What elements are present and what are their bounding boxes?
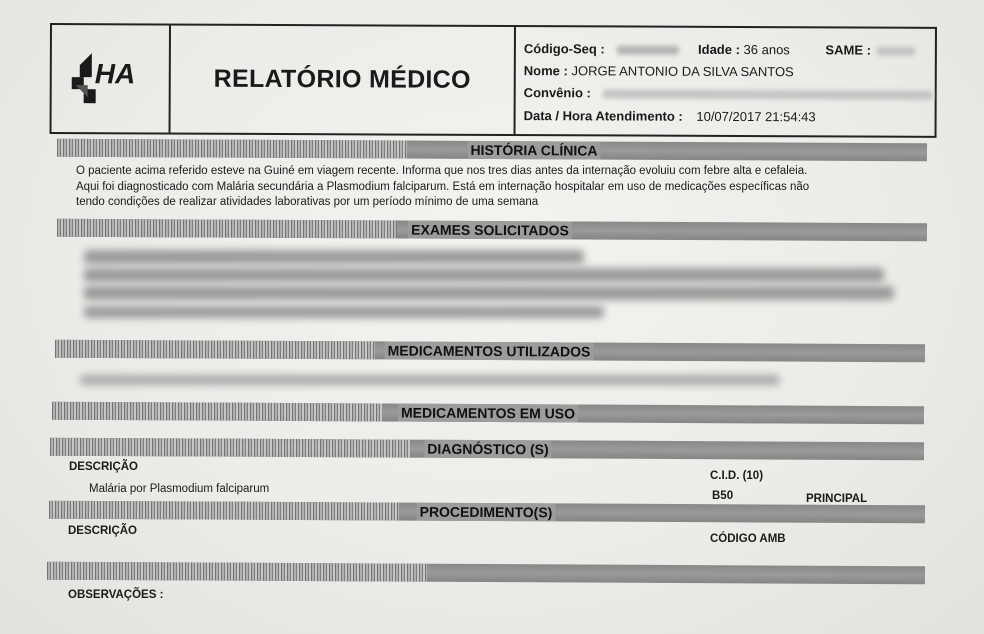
exames-redacted-1 <box>84 250 584 264</box>
section-title-diagnostico: DIAGNÓSTICO (S) <box>424 440 551 459</box>
historia-line-1: O paciente acima referido esteve na Guiné em viagem recente. Informa que nos tres dias antes da internação evoluiu com febre alta e cefaleia. <box>76 165 808 177</box>
convenio-label: Convênio : <box>523 85 591 101</box>
diagnostico-descricao-value: Malária por Plasmodium falciparum <box>89 483 270 495</box>
patient-info <box>516 27 935 136</box>
data-row <box>524 108 816 124</box>
section-bar-procedimento <box>49 501 925 524</box>
nome-label: Nome : <box>523 63 568 79</box>
data-label: Data / Hora Atendimento : <box>523 108 683 124</box>
report-title: RELATÓRIO MÉDICO <box>213 64 471 94</box>
section-title-historia: HISTÓRIA CLÍNICA <box>467 141 600 160</box>
logo-cell <box>52 25 171 133</box>
section-title-exames: EXAMES SOLICITADOS <box>408 221 572 240</box>
idade-label: Idade : <box>697 41 740 58</box>
nome-value: JORGE ANTONIO DA SILVA SANTOS <box>571 63 794 80</box>
section-bar-diagnostico <box>50 438 924 461</box>
observacoes-label: OBSERVAÇÕES : <box>68 589 164 601</box>
section-title-medicamentos-uso: MEDICAMENTOS EM USO <box>398 404 578 423</box>
section-title-medicamentos-utilizados: MEDICAMENTOS UTILIZADOS <box>385 341 594 360</box>
diagnostico-tipo: PRINCIPAL <box>806 493 868 505</box>
codigo-label: Código-Seq : <box>523 41 605 57</box>
diagnostico-cid-value: B50 <box>712 490 734 502</box>
convenio-redacted <box>602 89 932 99</box>
section-bar-medicamentos-utilizados <box>55 340 925 363</box>
procedimento-codigo-label: CÓDIGO AMB <box>710 533 786 545</box>
section-bar-historia <box>57 139 927 162</box>
convenio-row <box>524 85 933 102</box>
historia-line-2: Aqui foi diagnosticado com Malária secundária a Plasmodium falciparum. Está em internação hospitalar em uso de medicações específicas não <box>76 181 810 193</box>
codigo-redacted <box>616 46 678 55</box>
section-bar-observacoes <box>47 562 925 585</box>
exames-redacted-4 <box>84 306 604 318</box>
section-bar-medicamentos-uso <box>52 402 924 425</box>
idade-value: 36 anos <box>743 42 790 58</box>
svg-text:HA: HA <box>94 58 136 90</box>
codigo-row <box>524 41 915 58</box>
section-bar-exames <box>57 219 927 242</box>
data-value: 10/07/2017 21:54:43 <box>696 108 816 125</box>
report-header <box>50 23 937 138</box>
same-label: SAME : <box>825 42 871 58</box>
exames-redacted-3 <box>84 286 894 300</box>
hospital-logo <box>70 47 150 107</box>
exames-redacted-2 <box>84 268 884 282</box>
nome-row <box>524 63 794 79</box>
diagnostico-descricao-label: DESCRIÇÃO <box>69 461 139 473</box>
section-title-procedimento: PROCEDIMENTO(S) <box>417 503 556 522</box>
title-cell <box>171 26 516 135</box>
medicamentos-redacted <box>80 375 780 385</box>
historia-line-3: tendo condições de realizar atividades laborativas por um período mínimo de uma semana <box>76 196 539 208</box>
diagnostico-cid-label: C.I.D. (10) <box>710 470 764 482</box>
procedimento-descricao-label: DESCRIÇÃO <box>68 525 138 537</box>
same-redacted <box>877 47 915 56</box>
